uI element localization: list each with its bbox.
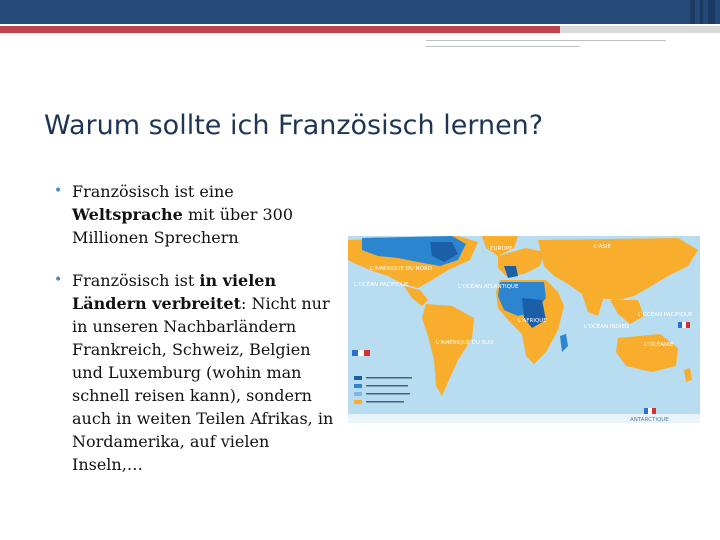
flag-marker	[352, 350, 358, 356]
accent-line	[426, 46, 580, 47]
flag-marker	[358, 350, 364, 356]
bullet-emphasis: Weltsprache	[72, 205, 183, 224]
label-ocean-pacifique-right: L'OCÉAN PACIFIQUE	[638, 312, 693, 318]
bullet-text: : Nicht nur in unseren Nachbarländern Frankreich, Schweiz, Belgien und Luxemburg (wohin man schnell reisen kann), sondern auch in weiten Teilen Afrikas, in Nordamerika, auf vielen Inseln,…	[72, 294, 334, 474]
legend-swatch	[354, 384, 362, 388]
label-europe: EUROPE	[490, 246, 513, 252]
label-amerique-sud: L'AMÉRIQUE DU SUD	[436, 340, 494, 346]
bullet-list	[54, 180, 344, 476]
flag-marker	[652, 408, 656, 414]
label-asie: L'ASIE	[594, 244, 611, 250]
legend-line	[366, 401, 404, 403]
flag-marker	[678, 322, 682, 328]
flag-marker	[364, 350, 370, 356]
flag-marker	[648, 408, 652, 414]
label-afrique: L'AFRIQUE	[518, 318, 547, 324]
accent-line	[426, 40, 666, 41]
label-oceanie: L'OCÉANIE	[644, 342, 674, 348]
label-amerique-nord: L'AMÉRIQUE DU NORD	[370, 266, 433, 272]
flag-marker	[682, 322, 686, 328]
bullet-emphasis: in vielen Ländern verbreitet	[72, 271, 277, 313]
legend-line	[366, 377, 412, 379]
bar-stripe	[708, 0, 715, 24]
bullet-icon: •	[54, 183, 63, 199]
legend-line	[366, 393, 410, 395]
bullet-icon: •	[54, 272, 63, 288]
legend-swatch	[354, 392, 362, 396]
bullet-text: Französisch ist	[72, 271, 200, 290]
flag-marker	[686, 322, 690, 328]
slide-title: Warum sollte ich Französisch lernen?	[44, 110, 544, 141]
accent-stripe	[0, 26, 720, 33]
bar-stripe	[700, 0, 703, 24]
legend-line	[366, 385, 408, 387]
flag-marker	[644, 408, 648, 414]
bullet-item	[54, 180, 344, 249]
bar-stripe	[690, 0, 695, 24]
legend-swatch	[354, 376, 362, 380]
title-bar-decoration	[0, 0, 720, 24]
label-ocean-pacifique-left: L'OCÉAN PACIFIQUE	[354, 282, 409, 288]
legend-swatch	[354, 400, 362, 404]
label-antarctique: ANTARCTIQUE	[630, 417, 669, 423]
label-ocean-atlantique: L'OCÉAN ATLANTIQUE	[458, 284, 519, 290]
bullet-item	[54, 269, 344, 476]
label-ocean-indien: L'OCÉAN INDIEN	[584, 324, 630, 330]
bullet-text: Französisch ist eine	[72, 182, 234, 201]
bullet-text: mit über 300 Millionen Sprechern	[72, 205, 294, 247]
francophone-world-map	[348, 236, 700, 423]
